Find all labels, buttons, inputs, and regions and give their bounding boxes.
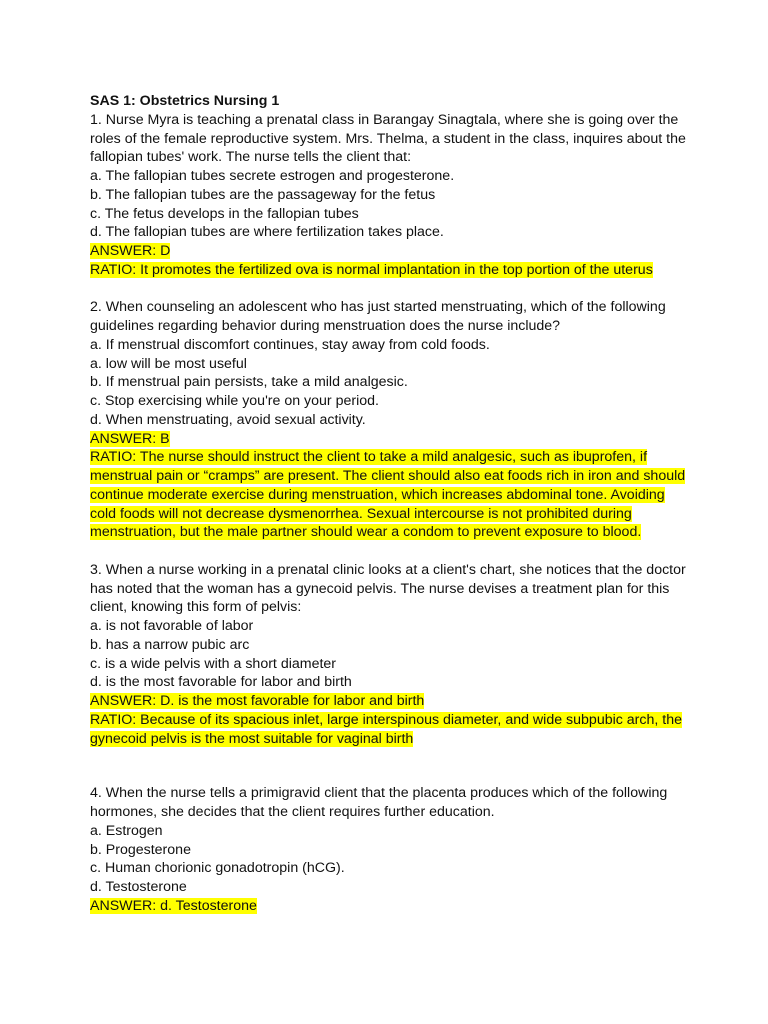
answer-highlight: ANSWER: B — [90, 430, 170, 447]
option: a. is not favorable of labor — [90, 618, 254, 634]
question-3 — [90, 561, 690, 749]
question-stem: 3. When a nurse working in a prenatal clinic looks at a client's chart, she notices that the doctor has noted that the woman has a gynecoid pelvis. The nurse devises a treatment plan for this client, knowing this form of pelvis: — [90, 561, 686, 616]
option: b. Progesterone — [90, 841, 191, 858]
ratio-highlight: RATIO: Because of its spacious inlet, large interspinous diameter, and wide subpubic arch, the gynecoid pelvis is the most suitable for vaginal birth — [90, 711, 682, 747]
answer-highlight: ANSWER: D — [90, 243, 171, 259]
option: a. Estrogen — [90, 822, 163, 839]
option: d. Testosterone — [90, 879, 187, 895]
option: b. has a narrow pubic arc — [90, 636, 250, 653]
option: c. Stop exercising while you're on your period. — [90, 393, 379, 409]
spacer — [90, 280, 690, 299]
option: d. is the most favorable for labor and birth — [90, 674, 352, 691]
option: c. Human chorionic gonadotropin (hCG). — [90, 860, 345, 877]
question-1 — [90, 111, 690, 280]
option: a. If menstrual discomfort continues, stay away from cold foods. — [90, 336, 490, 353]
document-title: SAS 1: Obstetrics Nursing 1 — [90, 93, 280, 109]
option: b. The fallopian tubes are the passageway for the fetus — [90, 186, 436, 203]
question-stem: 2. When counseling an adolescent who has just started menstruating, which of the following guidelines regarding behavior during menstruation does the nurse include? — [90, 299, 666, 334]
option: a. The fallopian tubes secrete estrogen and progesterone. — [90, 168, 455, 184]
option: b. If menstrual pain persists, take a mild analgesic. — [90, 374, 408, 391]
option: c. The fetus develops in the fallopian tubes — [90, 205, 359, 222]
ratio-highlight: RATIO: The nurse should instruct the client to take a mild analgesic, such as ibuprofen, if menstrual pain or “cramps” are present. The client should also eat foods rich in iron and should continue moderate exercise during menstruation, which increases abdominal tone. Avoiding cold foods will not decrease dysmenorrhea. Sexual intercourse is not prohibited during menstruation, but the male partner should wear a condom to prevent exposure to blood. — [90, 449, 686, 541]
option: a. low will be most useful — [90, 355, 247, 372]
spacer — [90, 542, 690, 561]
question-2 — [90, 298, 690, 542]
question-stem: 1. Nurse Myra is teaching a prenatal class in Barangay Sinagtala, where she is going over the roles of the female reproductive system. Mrs. Thelma, a student in the class, inquires about the fallopian tubes' work. The nurse tells the client that: — [90, 111, 686, 166]
spacer — [90, 748, 690, 784]
question-stem: 4. When the nurse tells a primigravid client that the placenta produces which of the following hormones, she decides that the client requires further education. — [90, 785, 668, 820]
answer-highlight: ANSWER: D. is the most favorable for labor and birth — [90, 693, 425, 709]
document-content — [90, 92, 690, 916]
question-4 — [90, 784, 690, 915]
answer-highlight: ANSWER: d. Testosterone — [90, 897, 257, 914]
option: c. is a wide pelvis with a short diameter — [90, 655, 337, 672]
ratio-highlight: RATIO: It promotes the fertilized ova is normal implantation in the top portion of the uterus — [90, 261, 653, 278]
option: d. The fallopian tubes are where fertilization takes place. — [90, 224, 444, 241]
option: d. When menstruating, avoid sexual activity. — [90, 411, 366, 428]
